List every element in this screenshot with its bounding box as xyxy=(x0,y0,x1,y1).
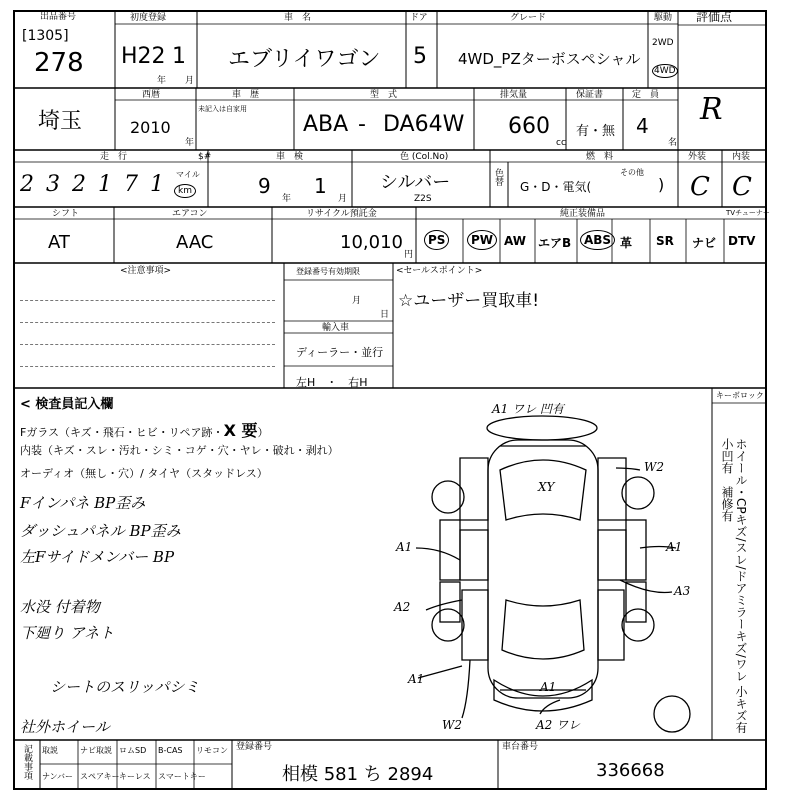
displacement: 660 xyxy=(508,114,550,139)
mile-label: マイル xyxy=(176,170,200,179)
mileage-digit: 2 xyxy=(72,172,86,197)
reg-expiry-month: 月 xyxy=(352,296,362,306)
yen-unit: 円 xyxy=(404,250,414,260)
capacity: 4 xyxy=(636,114,649,138)
drive-4wd: 4WD xyxy=(654,66,676,76)
ac-label: エアコン xyxy=(172,209,208,219)
score-label: 評価点 xyxy=(696,10,733,24)
shift-label: シフト xyxy=(52,209,80,219)
fuel-label: 燃 料 xyxy=(586,152,614,162)
interior-condition: 内装（キズ・スレ・汚れ・シミ・コゲ・穴・ヤレ・破れ・剥れ） xyxy=(20,444,339,457)
inspection-month: 1 xyxy=(314,174,327,198)
equipment-label: 純正装備品 xyxy=(560,209,606,219)
notes-label: <注意事項> xyxy=(120,266,172,276)
displacement-label: 排気量 xyxy=(500,90,528,100)
plate-number: 相模 581 ち 2894 xyxy=(282,764,434,785)
diagram-mark: XY xyxy=(538,480,555,494)
grade: 4WD_PZターボスペシャル xyxy=(458,50,641,68)
first-reg-era: H22 xyxy=(121,44,166,69)
model-code: DA64W xyxy=(383,112,465,137)
warranty: 有・無 xyxy=(576,124,616,139)
chassis-number: 336668 xyxy=(596,760,665,781)
inspection-month-unit: 月 xyxy=(338,194,348,204)
handwritten-note: 水没 付着物 xyxy=(20,598,100,616)
shift: AT xyxy=(48,232,70,253)
import-label: 輸入車 xyxy=(322,323,350,333)
sunit-label: $# xyxy=(198,152,212,162)
footer-item: ロムSD xyxy=(119,746,147,755)
fuel-text: G・D・電気( xyxy=(520,180,592,194)
equipment-item: エアB xyxy=(538,236,572,250)
diagram-mark: A2 ワレ xyxy=(536,718,581,732)
mileage-digit: 2 xyxy=(20,172,34,197)
inspection-label: 車 検 xyxy=(276,152,304,162)
chassis-label: 車台番号 xyxy=(502,742,539,752)
first-reg-year-unit: 年 xyxy=(157,76,167,86)
year-unit: 年 xyxy=(185,138,195,148)
exterior: C xyxy=(690,172,710,202)
equipment-item: AW xyxy=(504,234,526,248)
lot-number: 278 xyxy=(34,48,84,78)
recycle-amount: 10,010 xyxy=(340,232,403,253)
footer-item: B-CAS xyxy=(158,746,183,755)
handle-option: 左H ・ 右H xyxy=(296,376,368,389)
drive-label: 駆動 xyxy=(654,13,673,23)
model-prefix: ABA xyxy=(303,112,349,137)
ac: AAC xyxy=(176,232,214,253)
equipment-item: 革 xyxy=(620,236,633,250)
grade-label: グレード xyxy=(510,13,547,23)
car-name: エブリイワゴン xyxy=(228,47,381,72)
diagram-mark: A1 xyxy=(408,672,425,686)
equipment-item: SR xyxy=(656,234,674,248)
car-name-label: 車 名 xyxy=(284,13,312,23)
footer-item: スマートキー xyxy=(158,772,206,781)
handwritten-note: 下廻り アネト xyxy=(20,624,115,642)
footer-item: ナビ取説 xyxy=(80,746,112,755)
cc-unit: cc xyxy=(556,138,566,148)
equipment-item: ABS xyxy=(580,230,615,250)
interior-label: 内装 xyxy=(732,152,751,162)
mileage-label: 走 行 xyxy=(100,152,128,162)
vertical-notes: ホイール・CPキズ/スレ/ドアミラーキズ/ワレ 小キズ有 小凹有 補修有 xyxy=(720,438,748,746)
diagram-mark: A2 xyxy=(394,600,411,614)
mileage-digit: 1 xyxy=(98,172,112,197)
diagram-mark: A1 xyxy=(666,540,683,554)
sales-point: ☆ユーザー買取車! xyxy=(398,291,540,311)
inspection-year-unit: 年 xyxy=(282,194,292,204)
model-label: 型 式 xyxy=(370,90,398,100)
door-count: 5 xyxy=(413,44,427,69)
drive-2wd: 2WD xyxy=(652,38,674,48)
notes-line xyxy=(20,344,275,345)
fuel-other: その他 xyxy=(620,168,644,177)
footer-item: キーレス xyxy=(119,772,151,781)
reg-expiry-day: 日 xyxy=(380,310,390,320)
prefecture: 埼玉 xyxy=(38,109,83,134)
footer-item: 取説 xyxy=(42,746,58,755)
fglass-mark: X 要 xyxy=(223,421,258,440)
audio-tire-line: オーディオ（無し・穴）/ タイヤ（スタッドレス） xyxy=(20,467,268,480)
fglass-line xyxy=(20,418,268,441)
interior: C xyxy=(732,172,752,202)
handwritten-note: ダッシュパネル BP歪み xyxy=(20,522,181,540)
tv-tuner-label: TVチューナー xyxy=(726,209,770,217)
footer-item: ナンバー xyxy=(42,772,74,781)
equipment-item: PW xyxy=(467,230,497,250)
equipment-item: DTV xyxy=(728,234,756,248)
color: シルバー xyxy=(380,172,451,193)
km-label: km xyxy=(174,184,196,198)
score: R xyxy=(700,92,723,127)
plate-label: 登録番号 xyxy=(236,742,273,752)
color-label: 色 (Col.No) xyxy=(400,152,449,162)
diagram-header: キーボロック xyxy=(716,391,764,400)
warranty-label: 保証書 xyxy=(576,90,604,100)
handwritten-note: 社外ホイール xyxy=(20,718,110,736)
inspection-year: 9 xyxy=(258,174,271,198)
lot-label: 出品番号 xyxy=(40,12,77,22)
handwritten-note: Fインパネ BP歪み xyxy=(20,494,146,512)
first-reg-month-unit: 月 xyxy=(185,76,195,86)
capacity-unit: 名 xyxy=(668,138,678,148)
handwritten-note: 左Fサイドメンバー BP xyxy=(20,548,175,566)
color-no: Z2S xyxy=(414,194,432,204)
diagram-mark: W2 xyxy=(442,718,462,732)
recycle-label: リサイクル預託金 xyxy=(306,209,377,219)
sales-point-label: <セールスポイント> xyxy=(396,266,483,276)
fuel-close: ) xyxy=(658,175,665,194)
fglass-close: ） xyxy=(257,426,269,439)
diagram-mark: A1 xyxy=(396,540,413,554)
mileage-digit: 3 xyxy=(46,172,60,197)
mileage-digit: 1 xyxy=(150,172,164,197)
notes-line xyxy=(20,300,275,301)
mileage-digits xyxy=(14,170,174,206)
mileage-digit: 7 xyxy=(124,172,138,197)
exterior-label: 外装 xyxy=(688,152,707,162)
year-label: 西暦 xyxy=(142,90,161,100)
diagram-mark: W2 xyxy=(644,460,664,474)
handwritten-note: シートのスリッパシミ xyxy=(50,678,200,696)
lot-code: [1305] xyxy=(22,28,69,44)
dealer-option: ディーラー・並行 xyxy=(296,346,384,359)
diagram-mark: A1 ワレ 凹有 xyxy=(492,402,564,416)
year-value: 2010 xyxy=(130,118,171,137)
first-reg-month: 1 xyxy=(172,44,186,69)
notes-line xyxy=(20,366,275,367)
color-change-label: 色替 xyxy=(493,168,503,186)
fglass-text: Fガラス（キズ・飛石・ヒビ・リペア跡・ xyxy=(20,426,224,439)
first-reg-label: 初度登録 xyxy=(130,13,167,23)
capacity-label: 定 員 xyxy=(632,90,660,100)
reg-expiry-label: 登録番号有効期限 xyxy=(296,267,360,276)
equipment-item: PS xyxy=(424,230,449,250)
history-note: 未記入は自家用 xyxy=(198,105,247,113)
door-label: ドア xyxy=(410,13,428,23)
diagram-mark: A3 xyxy=(674,584,691,598)
notes-line xyxy=(20,322,275,323)
history-label: 車 歴 xyxy=(232,90,260,100)
footer-item: スペアキー xyxy=(80,772,120,781)
kisai-label: 記載事項 xyxy=(22,744,32,780)
diagram-mark: A1 xyxy=(540,680,557,694)
inspector-title: < 検査員記入欄 xyxy=(20,397,114,412)
model-dash: - xyxy=(358,112,366,137)
equipment-item: ナビ xyxy=(692,236,717,250)
footer-item: リモコン xyxy=(196,746,228,755)
